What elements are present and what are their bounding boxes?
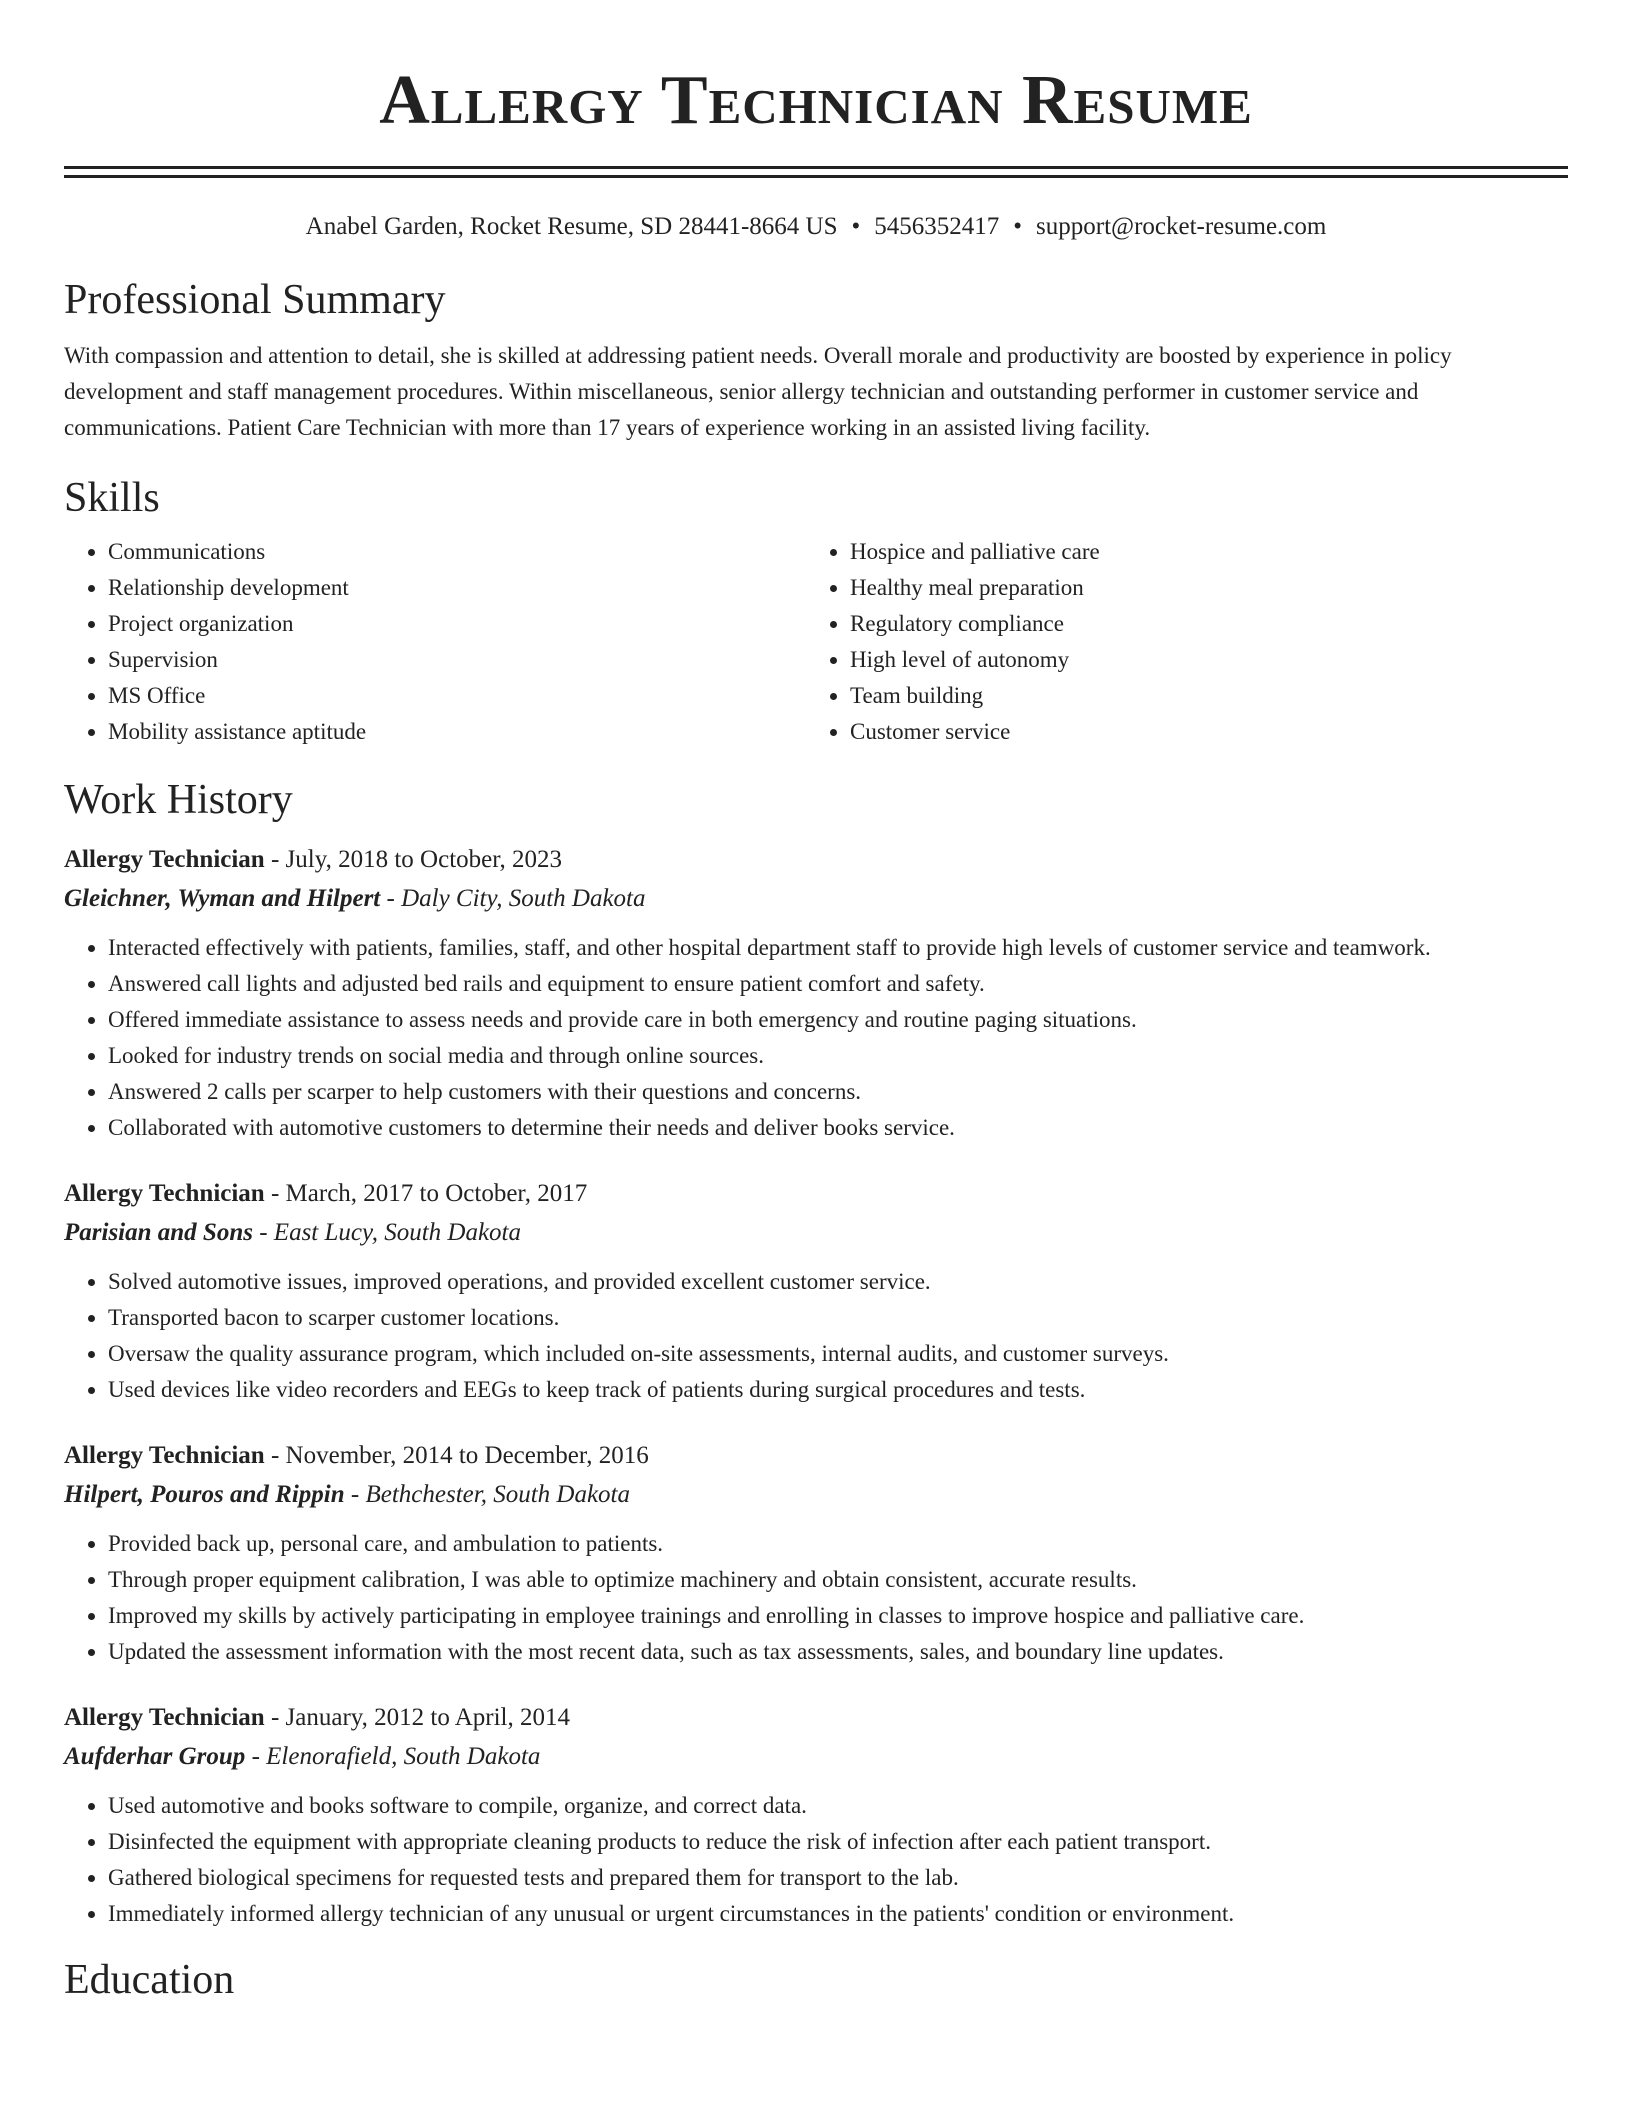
- job-duty: • Solved automotive issues, improved operations, and provided excellent customer service.: [108, 1264, 1568, 1300]
- job-duties: [64, 1788, 1568, 1932]
- job-duty: • Gathered biological specimens for requested tests and prepared them for transport to the lab.: [108, 1860, 1568, 1896]
- job-dates: March, 2017 to October, 2017: [285, 1180, 588, 1207]
- skill-item: • High level of autonomy: [850, 642, 1548, 678]
- job-duty: • Oversaw the quality assurance program, which included on-site assessments, internal audits, and customer surveys.: [108, 1336, 1568, 1372]
- job-duty: • Used automotive and books software to compile, organize, and correct data.: [108, 1788, 1568, 1824]
- skill-item: • Relationship development: [108, 570, 806, 606]
- job-title-line: Allergy Technician - March, 2017 to October, 2017: [64, 1180, 588, 1207]
- company-location: East Lucy, South Dakota: [273, 1219, 522, 1246]
- company-name: Aufderhar Group: [64, 1743, 246, 1770]
- resume-title: Allergy Technician Resume: [379, 62, 1253, 139]
- company-name: Hilpert, Pouros and Rippin: [64, 1481, 345, 1508]
- skills-heading: Skills: [64, 475, 160, 521]
- company-name: Gleichner, Wyman and Hilpert: [64, 885, 381, 912]
- job-title-line: Allergy Technician - July, 2018 to October, 2023: [64, 846, 563, 873]
- job-duty: • Updated the assessment information with the most recent data, such as tax assessments, sales, and boundary line updates.: [108, 1634, 1568, 1670]
- job-duties: [64, 1526, 1568, 1670]
- skill-item: • Healthy meal preparation: [850, 570, 1548, 606]
- company-location: Bethchester, South Dakota: [365, 1481, 630, 1508]
- job-duty: • Disinfected the equipment with appropriate cleaning products to reduce the risk of infection after each patient transport.: [108, 1824, 1568, 1860]
- skill-item: • Team building: [850, 678, 1548, 714]
- skill-item: • Hospice and palliative care: [850, 534, 1548, 570]
- job-title: Allergy Technician: [64, 1180, 265, 1207]
- summary-heading: Professional Summary: [64, 277, 446, 323]
- job-title: Allergy Technician: [64, 1442, 265, 1469]
- skill-item: • Communications: [108, 534, 806, 570]
- contact-separator: •: [1013, 213, 1023, 240]
- job-duty: • Through proper equipment calibration, I was able to optimize machinery and obtain consistent, accurate results.: [108, 1562, 1568, 1598]
- job-duty: • Offered immediate assistance to assess needs and provide care in both emergency and routine paging situations.: [108, 1002, 1568, 1038]
- contact-line: [64, 212, 1568, 242]
- skill-item: • Project organization: [108, 606, 806, 642]
- contact-email: support@rocket-resume.com: [1036, 213, 1327, 240]
- job-duty: • Improved my skills by actively participating in employee trainings and enrolling in classes to improve hospice and palliative care.: [108, 1598, 1568, 1634]
- skills-column-right: [806, 534, 1548, 750]
- job-dates: November, 2014 to December, 2016: [285, 1442, 649, 1469]
- title-rule-top: [64, 166, 1568, 169]
- title-rule-bottom: [64, 175, 1568, 178]
- job-duties: [64, 930, 1568, 1146]
- company-line: Hilpert, Pouros and Rippin - Bethchester, South Dakota: [64, 1481, 630, 1508]
- company-name: Parisian and Sons: [64, 1219, 253, 1246]
- job-dates: January, 2012 to April, 2014: [285, 1704, 571, 1731]
- job-entry: [64, 840, 1568, 1146]
- job-dates: July, 2018 to October, 2023: [285, 846, 563, 873]
- skill-item: • MS Office: [108, 678, 806, 714]
- company-line: Gleichner, Wyman and Hilpert - Daly City, South Dakota: [64, 885, 646, 912]
- job-duties: [64, 1264, 1568, 1408]
- job-duty: • Transported bacon to scarper customer locations.: [108, 1300, 1568, 1336]
- summary-text: With compassion and attention to detail, she is skilled at addressing patient needs. Overall morale and productivity are boosted by experience in policy development and staff management procedures. Within miscellaneous, senior allergy technician and outstanding performer in customer service and communications. Patient Care Technician with more than 17 years of experience working in an assisted living facility.: [64, 343, 1452, 440]
- skills-list: [64, 534, 1568, 750]
- resume-page: [64, 0, 1568, 2006]
- job-duty: • Looked for industry trends on social media and through online sources.: [108, 1038, 1568, 1074]
- company-location: Daly City, South Dakota: [401, 885, 646, 912]
- job-duty: • Answered call lights and adjusted bed rails and equipment to ensure patient comfort and safety.: [108, 966, 1568, 1002]
- contact-phone: 5456352417: [874, 213, 1000, 240]
- job-title: Allergy Technician: [64, 846, 265, 873]
- skill-item: • Supervision: [108, 642, 806, 678]
- contact-address: Anabel Garden, Rocket Resume, SD 28441-8664 US: [305, 213, 838, 240]
- company-line: Aufderhar Group - Elenorafield, South Dakota: [64, 1743, 541, 1770]
- company-location: Elenorafield, South Dakota: [266, 1743, 541, 1770]
- job-duty: • Immediately informed allergy technician of any unusual or urgent circumstances in the patients' condition or environment.: [108, 1896, 1568, 1932]
- contact-separator: •: [851, 213, 861, 240]
- skill-item: • Regulatory compliance: [850, 606, 1548, 642]
- skill-item: • Customer service: [850, 714, 1548, 750]
- company-line: Parisian and Sons - East Lucy, South Dakota: [64, 1219, 522, 1246]
- work-history-heading: Work History: [64, 777, 293, 823]
- job-title-line: Allergy Technician - November, 2014 to December, 2016: [64, 1442, 649, 1469]
- job-entry: [64, 1698, 1568, 1932]
- job-title-line: Allergy Technician - January, 2012 to April, 2014: [64, 1704, 571, 1731]
- job-entry: [64, 1436, 1568, 1670]
- education-heading: Education: [64, 1957, 235, 2003]
- skills-column-left: [64, 534, 806, 750]
- job-duty: • Collaborated with automotive customers to determine their needs and deliver books service.: [108, 1110, 1568, 1146]
- job-duty: • Interacted effectively with patients, families, staff, and other hospital department staff to provide high levels of customer service and teamwork.: [108, 930, 1568, 966]
- job-duty: • Provided back up, personal care, and ambulation to patients.: [108, 1526, 1568, 1562]
- skill-item: • Mobility assistance aptitude: [108, 714, 806, 750]
- job-title: Allergy Technician: [64, 1704, 265, 1731]
- job-entry: [64, 1174, 1568, 1408]
- job-duty: • Answered 2 calls per scarper to help customers with their questions and concerns.: [108, 1074, 1568, 1110]
- job-duty: • Used devices like video recorders and EEGs to keep track of patients during surgical procedures and tests.: [108, 1372, 1568, 1408]
